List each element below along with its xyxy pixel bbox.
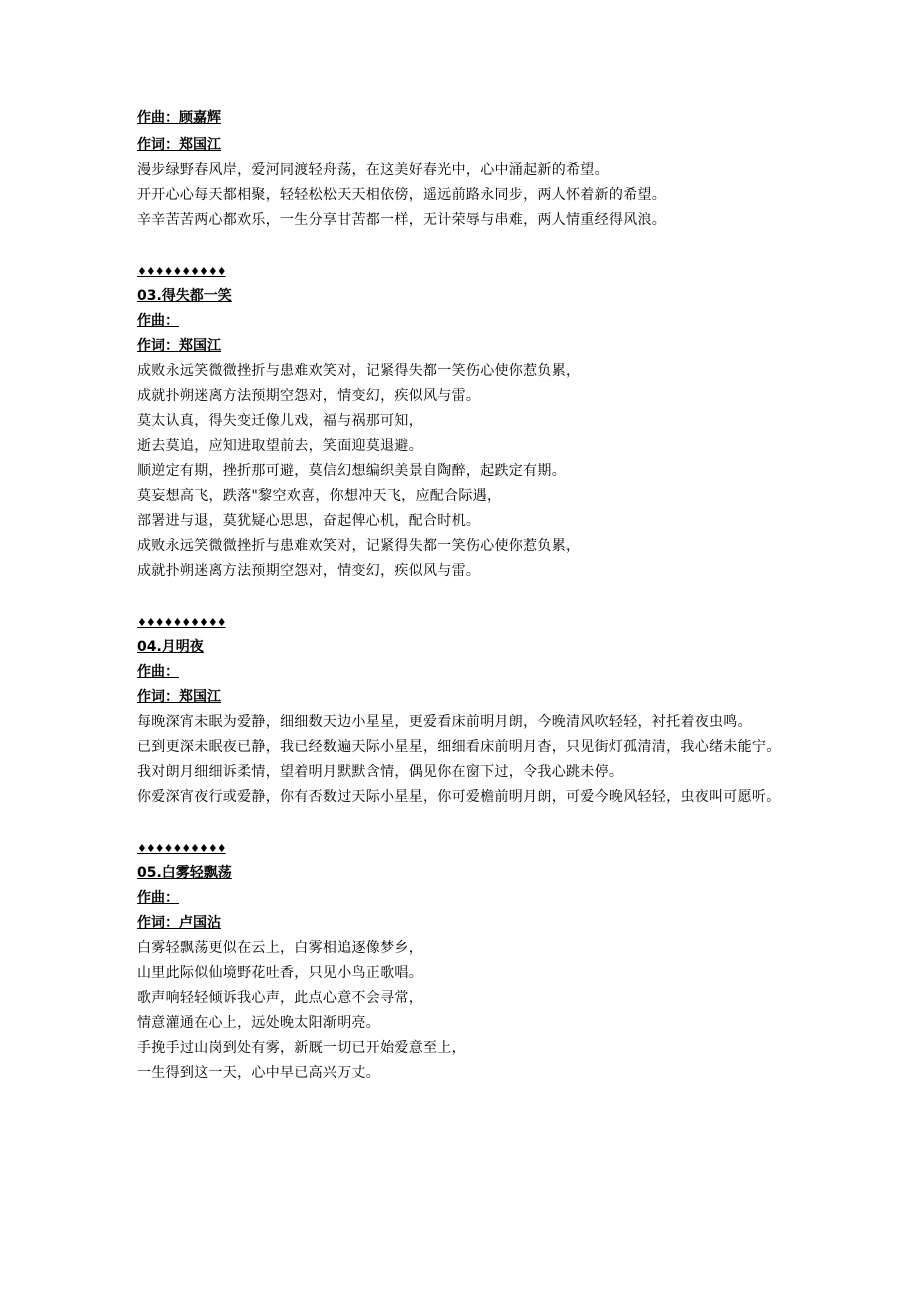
song02-line-2: 开开心心每天都相聚，轻轻松松天天相依傍，遥远前路永同步，两人怀着新的希望。: [137, 187, 667, 203]
separator: ♦♦♦♦♦♦♦♦♦♦: [137, 616, 226, 629]
song03-title: 03.得失都一笑: [137, 288, 232, 304]
song05-line-6: 一生得到这一天，心中早已高兴万丈。: [137, 1065, 381, 1081]
song02-line-3: 辛辛苦苦两心都欢乐，一生分享甘苦都一样，无计荣辱与串难，两人情重经得风浪。: [137, 212, 667, 228]
song02-composer: 作曲：顾嘉辉: [137, 110, 221, 126]
song05-line-1: 白雾轻飘荡更似在云上，白雾相追逐像梦乡，: [137, 940, 423, 956]
song05-line-4: 情意灌通在心上，远处晚太阳渐明亮。: [137, 1015, 381, 1031]
song03-line-3: 莫太认真，得失变迁像儿戏，福与祸那可知，: [137, 413, 423, 429]
song03-line-4: 逝去莫追，应知进取望前去，笑面迎莫退避。: [137, 438, 423, 454]
song02-lyricist: 作词：郑国江: [137, 137, 221, 153]
song05-line-5: 手挽手过山岗到处有雾，新厩一切已开始爱意至上，: [137, 1040, 466, 1056]
song03-line-2: 成就扑朔迷离方法预期空怨对，情变幻，疾似风与雷。: [137, 388, 481, 404]
song04-composer: 作曲：: [137, 664, 179, 680]
song03-line-9: 成就扑朔迷离方法预期空怨对，情变幻，疾似风与雷。: [137, 563, 481, 579]
song04-title: 04.月明夜: [137, 639, 204, 655]
song02-line-1: 漫步绿野春风岸，爱河同渡轻舟荡，在这美好春光中，心中涌起新的希望。: [137, 162, 609, 178]
song03-composer: 作曲：: [137, 313, 179, 329]
song04-line-2: 已到更深未眠夜已静，我已经数遍天际小星星，细细看床前明月杳，只见街灯孤清清，我心绪未能宁。: [137, 739, 781, 755]
separator: ♦♦♦♦♦♦♦♦♦♦: [137, 265, 226, 278]
song03-line-5: 顺逆定有期，挫折那可避，莫信幻想编织美景自陶醉，起跌定有期。: [137, 463, 566, 479]
song04-line-3: 我对朗月细细诉柔情，望着明月默默含情，偶见你在窗下过，令我心跳未停。: [137, 764, 624, 780]
song04-line-4: 你爱深宵夜行或爱静，你有否数过天际小星星，你可爱檐前明月朗，可爱今晚风轻轻，虫夜叫可愿听。: [137, 789, 781, 805]
song03-line-6: 莫妄想高飞，跌落"黎空欢喜，你想冲天飞，应配合际遇，: [137, 488, 502, 504]
song05-line-3: 歌声响轻轻倾诉我心声，此点心意不会寻常，: [137, 990, 423, 1006]
song05-line-2: 山里此际似仙境野花吐香，只见小鸟正歌唱。: [137, 965, 423, 981]
song05-title: 05.白雾轻飘荡: [137, 865, 232, 881]
song05-composer: 作曲：: [137, 890, 179, 906]
song04-line-1: 每晚深宵未眠为爱静，细细数天边小星星，更爱看床前明月朗，今晚清风吹轻轻，衬托着夜虫鸣。: [137, 714, 752, 730]
song05-lyricist: 作词：卢国沾: [137, 915, 221, 931]
document-page: [137, 106, 787, 1086]
separator: ♦♦♦♦♦♦♦♦♦♦: [137, 842, 226, 855]
song03-lyricist: 作词：郑国江: [137, 338, 221, 354]
song04-lyricist: 作词：郑国江: [137, 689, 221, 705]
song03-line-1: 成败永远笑微微挫折与患难欢笑对，记紧得失都一笑伤心使你惹负累，: [137, 363, 581, 379]
song03-line-7: 部署进与退，莫犹疑心思思，奋起俾心机，配合时机。: [137, 513, 481, 529]
song03-line-8: 成败永远笑微微挫折与患难欢笑对，记紧得失都一笑伤心使你惹负累，: [137, 538, 581, 554]
